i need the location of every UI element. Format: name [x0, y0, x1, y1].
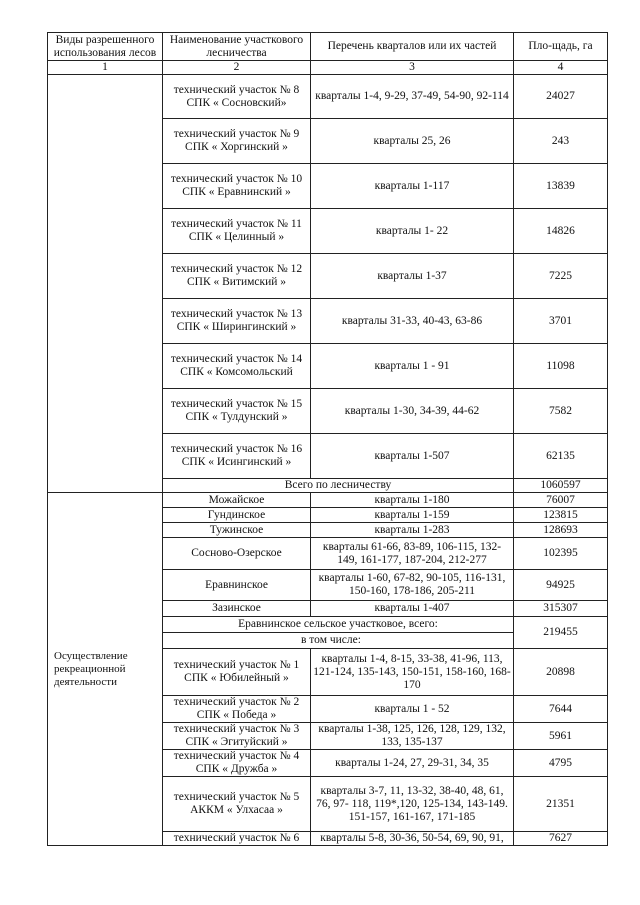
- quarters-list: кварталы 1-283: [311, 523, 514, 538]
- district-name: технический участок № 14 СПК « Комсомольский: [163, 344, 311, 389]
- area-value: 3701: [514, 299, 608, 344]
- district-name: технический участок № 13 СПК « Ширингинский »: [163, 299, 311, 344]
- district-name: Гундинское: [163, 508, 311, 523]
- table-row: [48, 493, 608, 508]
- district-name: технический участок № 5 АККМ « Улхасаа »: [163, 777, 311, 832]
- area-value: 7627: [514, 832, 608, 846]
- quarters-list: кварталы 1 - 91: [311, 344, 514, 389]
- header-col-district: Наименование участкового лесничества: [163, 33, 311, 61]
- quarters-list: кварталы 1-4, 9-29, 37-49, 54-90, 92-114: [311, 75, 514, 119]
- activity-cell: [48, 493, 163, 846]
- area-value: 20898: [514, 649, 608, 696]
- area-value: 11098: [514, 344, 608, 389]
- area-value: 7225: [514, 254, 608, 299]
- area-value: 94925: [514, 570, 608, 601]
- column-number: 3: [311, 61, 514, 75]
- quarters-list: кварталы 1-407: [311, 601, 514, 617]
- area-value: 62135: [514, 434, 608, 479]
- quarters-list: кварталы 31-33, 40-43, 63-86: [311, 299, 514, 344]
- district-name: Можайское: [163, 493, 311, 508]
- area-value: 21351: [514, 777, 608, 832]
- table-row: [48, 75, 608, 119]
- district-name: технический участок № 10 СПК « Еравнинский »: [163, 164, 311, 209]
- column-number: 1: [48, 61, 163, 75]
- use-type-cell: [48, 75, 163, 493]
- area-value: 13839: [514, 164, 608, 209]
- header-col-quarters: Перечень кварталов или их частей: [311, 33, 514, 61]
- district-name: технический участок № 9 СПК « Хоргинский »: [163, 119, 311, 164]
- including-label: в том числе:: [163, 633, 514, 649]
- header-col-area: Пло-щадь, га: [514, 33, 608, 61]
- activity-label: Осуществление рекреационной деятельности: [54, 649, 128, 688]
- district-name: технический участок № 1 СПК « Юбилейный »: [163, 649, 311, 696]
- area-value: 102395: [514, 538, 608, 570]
- area-value: 315307: [514, 601, 608, 617]
- district-name: технический участок № 12 СПК « Витимский »: [163, 254, 311, 299]
- district-name: Тужинское: [163, 523, 311, 538]
- district-name: технический участок № 2 СПК « Победа »: [163, 696, 311, 723]
- area-value: 123815: [514, 508, 608, 523]
- area-value: 243: [514, 119, 608, 164]
- column-number-row: [48, 61, 608, 75]
- district-name: технический участок № 3 СПК « Эгитуйский »: [163, 723, 311, 750]
- quarters-list: кварталы 1-117: [311, 164, 514, 209]
- district-name: технический участок № 11 СПК « Целинный »: [163, 209, 311, 254]
- district-name: Еравнинское: [163, 570, 311, 601]
- rural-total-area: 219455: [514, 617, 608, 649]
- district-name: Сосново-Озерское: [163, 538, 311, 570]
- area-value: 7644: [514, 696, 608, 723]
- area-value: 5961: [514, 723, 608, 750]
- area-value: 14826: [514, 209, 608, 254]
- table-header-row: [48, 33, 608, 61]
- rural-total-label: Еравнинское сельское участковое, всего:: [163, 617, 514, 633]
- district-name: Зазинское: [163, 601, 311, 617]
- quarters-list: кварталы 1-24, 27, 29-31, 34, 35: [311, 750, 514, 777]
- area-value: 4795: [514, 750, 608, 777]
- district-name: технический участок № 4 СПК « Дружба »: [163, 750, 311, 777]
- column-number: 4: [514, 61, 608, 75]
- quarters-list: кварталы 25, 26: [311, 119, 514, 164]
- quarters-list: кварталы 1- 22: [311, 209, 514, 254]
- quarters-list: кварталы 5-8, 30-36, 50-54, 69, 90, 91,: [311, 832, 514, 846]
- district-name: технический участок № 6: [163, 832, 311, 846]
- quarters-list: кварталы 61-66, 83-89, 106-115, 132-149, 161-177, 187-204, 212-277: [311, 538, 514, 570]
- total-area: 1060597: [514, 479, 608, 493]
- quarters-list: кварталы 1-159: [311, 508, 514, 523]
- district-name: технический участок № 16 СПК « Исингинский »: [163, 434, 311, 479]
- quarters-list: кварталы 1-38, 125, 126, 128, 129, 132, 133, 135-137: [311, 723, 514, 750]
- column-number: 2: [163, 61, 311, 75]
- quarters-list: кварталы 1-180: [311, 493, 514, 508]
- quarters-list: кварталы 1-4, 8-15, 33-38, 41-96, 113, 121-124, 135-143, 150-151, 158-160, 168-170: [311, 649, 514, 696]
- district-name: технический участок № 8 СПК « Сосновский»: [163, 75, 311, 119]
- area-value: 128693: [514, 523, 608, 538]
- forest-use-table: [47, 32, 608, 846]
- area-value: 7582: [514, 389, 608, 434]
- area-value: 24027: [514, 75, 608, 119]
- total-label: Всего по лесничеству: [163, 479, 514, 493]
- quarters-list: кварталы 1-30, 34-39, 44-62: [311, 389, 514, 434]
- district-name: технический участок № 15 СПК « Тулдунский »: [163, 389, 311, 434]
- quarters-list: кварталы 1-60, 67-82, 90-105, 116-131, 150-160, 178-186, 205-211: [311, 570, 514, 601]
- quarters-list: кварталы 1 - 52: [311, 696, 514, 723]
- area-value: 76007: [514, 493, 608, 508]
- quarters-list: кварталы 1-507: [311, 434, 514, 479]
- header-col-use-type: Виды разрешенного использования лесов: [48, 33, 163, 61]
- quarters-list: кварталы 3-7, 11, 13-32, 38-40, 48, 61, 76, 97- 118, 119*,120, 125-134, 143-149. 151-157, 161-167, 171-185: [311, 777, 514, 832]
- quarters-list: кварталы 1-37: [311, 254, 514, 299]
